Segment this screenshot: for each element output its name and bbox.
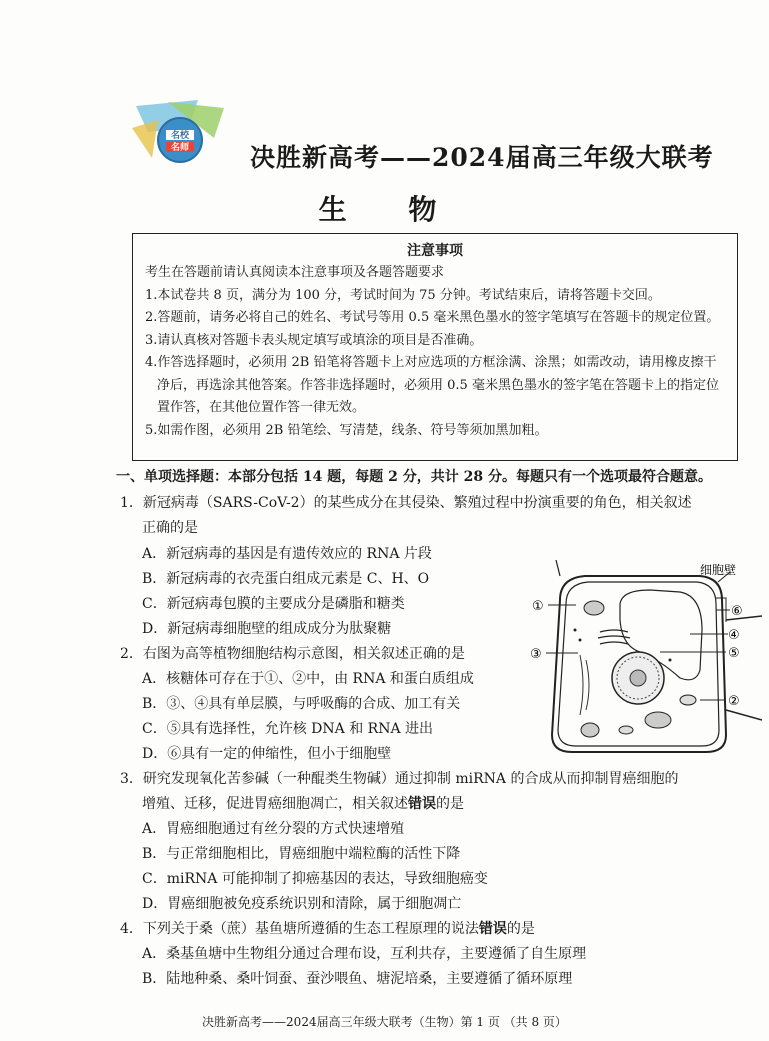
- question-1-option-b: B．新冠病毒的衣壳蛋白组成元素是 C、H、O: [142, 571, 430, 587]
- question-1-stem-cont: 正确的是: [142, 520, 198, 536]
- question-2-option-d: D．⑥具有一定的伸缩性，但小于细胞壁: [142, 746, 392, 762]
- school-logo: [128, 98, 238, 178]
- question-3-stem-cont-post: 的是: [436, 796, 464, 812]
- notice-item-5: 5.如需作图，必须用 2B 铅笔绘、写清楚，线条、符号等须加黑加粗。: [145, 422, 548, 438]
- question-3-option-b: B．与正常细胞相比，胃癌细胞中端粒酶的活性下降: [142, 846, 461, 862]
- notice-item-3: 3.请认真核对答题卡表头规定填写或填涂的项目是否准确。: [145, 332, 483, 348]
- question-3-option-d: D．胃癌细胞被免疫系统识别和清除，属于细胞凋亡: [142, 896, 462, 912]
- subject-title: 生 物: [318, 193, 463, 226]
- question-2-option-b: B．③、④具有单层膜，与呼吸酶的合成、加工有关: [142, 696, 461, 712]
- notice-item-4: 4.作答选择题时，必须用 2B 铅笔将答题卡上对应选项的方框涂满、涂黑；如需改动，请用橡皮擦干净后，再选涂其他答案。作答非选择题时，必须用 0.5 毫米黑色墨水的签字笔在答题卡上的指定位置作答，在其他位置作答一律无效。: [145, 355, 719, 415]
- question-4-error-word: 错误: [478, 921, 507, 937]
- question-3-stem: 3．研究发现氧化苦参碱（一种醌类生物碱）通过抑制 miRNA 的合成从而抑制胃癌细胞的: [120, 771, 679, 787]
- section-heading: 一、单项选择题：本部分包括 14 题，每题 2 分，共计 28 分。每题只有一个选项最符合题意。: [116, 469, 712, 485]
- question-4-option-a: A．桑基鱼塘中生物组分通过合理布设，互利共存，主要遵循了自生原理: [142, 946, 587, 962]
- logo-text-top: 名校: [170, 131, 190, 141]
- question-2-option-c: C．⑤具有选择性，允许核 DNA 和 RNA 进出: [142, 721, 433, 737]
- question-3-option-a: A．胃癌细胞通过有丝分裂的方式快速增殖: [142, 821, 405, 837]
- figure-label-1: ①: [532, 599, 544, 614]
- figure-label-cell-wall: 细胞壁: [700, 563, 737, 577]
- question-4-stem-pre: 4．下列关于桑（蔗）基鱼塘所遵循的生态工程原理的说法: [120, 921, 479, 937]
- question-4-stem-post: 的是: [506, 921, 535, 937]
- figure-label-3: ③: [530, 647, 542, 662]
- figure-label-6: ⑥: [731, 604, 743, 619]
- notice-item-1: 1.本试卷共 8 页，满分为 100 分，考试时间为 75 分钟。考试结束后，请将答题卡交回。: [145, 287, 661, 303]
- question-3-option-c: C．miRNA 可能抑制了抑癌基因的表达，导致细胞癌变: [142, 871, 488, 887]
- notice-intro: 考生在答题前请认真阅读本注意事项及各题答题要求: [145, 265, 445, 280]
- question-4-stem: [120, 918, 535, 938]
- notice-item-2: 2.答题前，请务必将自己的姓名、考试号等用 0.5 毫米黑色墨水的签字笔填写在答题卡的规定位置。: [145, 310, 720, 325]
- logo-text-bottom: 名师: [170, 143, 190, 153]
- figure-label-4: ④: [728, 628, 740, 643]
- page-footer: 决胜新高考——2024届高三年级大联考（生物）第 1 页 （共 8 页）: [202, 1015, 567, 1029]
- question-3-stem-cont-pre: 增殖、迁移，促进胃癌细胞凋亡，相关叙述: [142, 796, 408, 812]
- notice-box: [132, 233, 738, 461]
- question-1-option-d: D．新冠病毒细胞壁的组成成分为肽聚糖: [142, 621, 392, 637]
- question-4-option-b: B．陆地种桑、桑叶饲蚕、蚕沙喂鱼、塘泥培桑，主要遵循了循环原理: [142, 971, 573, 987]
- figure-label-2: ②: [728, 694, 740, 709]
- question-2-stem: 2．右图为高等植物细胞结构示意图，相关叙述正确的是: [120, 646, 465, 662]
- plant-cell-figure: [530, 560, 762, 760]
- question-3-error-word: 错误: [408, 796, 436, 812]
- question-1-stem: 1．新冠病毒（SARS-CoV-2）的某些成分在其侵染、繁殖过程中扮演重要的角色，相关叙述: [120, 495, 692, 511]
- figure-label-5: ⑤: [728, 646, 740, 661]
- question-3-stem-cont: [142, 793, 464, 813]
- exam-title: 决胜新高考——2024届高三年级大联考: [250, 143, 714, 172]
- question-1-option-c: C．新冠病毒包膜的主要成分是磷脂和糖类: [142, 596, 405, 612]
- notice-title: 注意事项: [407, 243, 463, 259]
- question-1-option-a: A．新冠病毒的基因是有遗传效应的 RNA 片段: [142, 546, 432, 562]
- question-2-option-a: A．核糖体可存在于①、②中，由 RNA 和蛋白质组成: [142, 671, 474, 687]
